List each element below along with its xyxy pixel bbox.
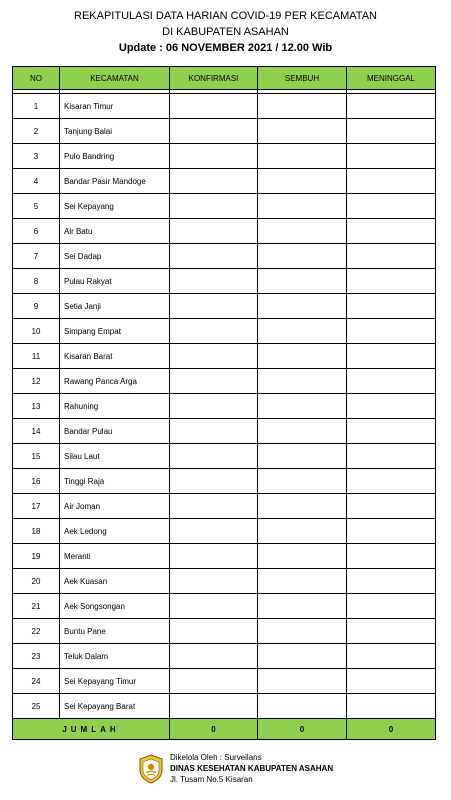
footer-managed-by: Dikelola Oleh : Surveilans: [170, 753, 262, 762]
row-konfirmasi: [170, 569, 258, 594]
row-sembuh: [258, 394, 347, 419]
row-meninggal: [347, 644, 436, 669]
row-meninggal: [347, 519, 436, 544]
row-kecamatan: Rahuning: [60, 394, 170, 419]
row-kecamatan: Rawang Panca Arga: [60, 369, 170, 394]
row-number: 24: [13, 669, 60, 694]
row-konfirmasi: [170, 294, 258, 319]
column-header-no: NO: [13, 67, 60, 90]
row-sembuh: [258, 244, 347, 269]
row-sembuh: [258, 644, 347, 669]
row-sembuh: [258, 419, 347, 444]
row-sembuh: [258, 119, 347, 144]
row-konfirmasi: [170, 194, 258, 219]
row-konfirmasi: [170, 419, 258, 444]
row-meninggal: [347, 694, 436, 719]
table-row: [13, 269, 436, 294]
asahan-regency-emblem-icon: [138, 754, 164, 784]
table-row: [13, 619, 436, 644]
row-meninggal: [347, 669, 436, 694]
row-konfirmasi: [170, 469, 258, 494]
row-meninggal: [347, 144, 436, 169]
row-sembuh: [258, 544, 347, 569]
table-row: [13, 94, 436, 119]
row-sembuh: [258, 169, 347, 194]
row-konfirmasi: [170, 344, 258, 369]
row-number: 14: [13, 419, 60, 444]
row-number: 18: [13, 519, 60, 544]
row-kecamatan: Pulo Bandring: [60, 144, 170, 169]
table-row: [13, 594, 436, 619]
row-meninggal: [347, 444, 436, 469]
report-title: REKAPITULASI DATA HARIAN COVID-19 PER KECAMATAN: [74, 10, 377, 22]
row-konfirmasi: [170, 669, 258, 694]
covid-recap-table: [12, 66, 436, 740]
row-kecamatan: Setia Janji: [60, 294, 170, 319]
row-kecamatan: Pulau Rakyat: [60, 269, 170, 294]
row-sembuh: [258, 369, 347, 394]
table-row: [13, 169, 436, 194]
table-row: [13, 644, 436, 669]
row-number: 12: [13, 369, 60, 394]
row-number: 23: [13, 644, 60, 669]
total-meninggal: 0: [347, 719, 436, 740]
footer-agency: DINAS KESEHATAN KABUPATEN ASAHAN: [170, 764, 334, 773]
row-kecamatan: Sei Kepayang: [60, 194, 170, 219]
row-konfirmasi: [170, 144, 258, 169]
row-kecamatan: Sei Dadap: [60, 244, 170, 269]
row-sembuh: [258, 194, 347, 219]
row-kecamatan: Aek Songsongan: [60, 594, 170, 619]
table-header-row: [13, 67, 436, 90]
row-konfirmasi: [170, 594, 258, 619]
row-meninggal: [347, 419, 436, 444]
row-konfirmasi: [170, 119, 258, 144]
row-sembuh: [258, 694, 347, 719]
table-row: [13, 219, 436, 244]
row-sembuh: [258, 619, 347, 644]
row-number: 16: [13, 469, 60, 494]
row-kecamatan: Sei Kepayang Barat: [60, 694, 170, 719]
row-sembuh: [258, 469, 347, 494]
row-meninggal: [347, 219, 436, 244]
row-sembuh: [258, 444, 347, 469]
row-sembuh: [258, 294, 347, 319]
row-konfirmasi: [170, 619, 258, 644]
row-number: 11: [13, 344, 60, 369]
row-sembuh: [258, 319, 347, 344]
table-row: [13, 419, 436, 444]
row-meninggal: [347, 344, 436, 369]
row-sembuh: [258, 519, 347, 544]
row-meninggal: [347, 619, 436, 644]
row-kecamatan: Meranti: [60, 544, 170, 569]
row-konfirmasi: [170, 94, 258, 119]
row-konfirmasi: [170, 269, 258, 294]
row-meninggal: [347, 294, 436, 319]
row-kecamatan: Teluk Dalam: [60, 644, 170, 669]
row-sembuh: [258, 594, 347, 619]
table-row: [13, 194, 436, 219]
row-kecamatan: Bandar Pulau: [60, 419, 170, 444]
row-konfirmasi: [170, 544, 258, 569]
row-number: 7: [13, 244, 60, 269]
row-konfirmasi: [170, 444, 258, 469]
report-update-date: Update : 06 NOVEMBER 2021 / 12.00 Wib: [118, 42, 333, 54]
report-header: [0, 8, 451, 56]
row-kecamatan: Aek Kuasan: [60, 569, 170, 594]
row-number: 8: [13, 269, 60, 294]
row-meninggal: [347, 494, 436, 519]
column-header-kecamatan: KECAMATAN: [60, 67, 170, 90]
row-konfirmasi: [170, 219, 258, 244]
row-konfirmasi: [170, 494, 258, 519]
row-number: 2: [13, 119, 60, 144]
table-row: [13, 294, 436, 319]
footer-text: [170, 752, 333, 785]
row-kecamatan: Simpang Empat: [60, 319, 170, 344]
row-number: 17: [13, 494, 60, 519]
row-kecamatan: Kisaran Barat: [60, 344, 170, 369]
row-meninggal: [347, 269, 436, 294]
row-sembuh: [258, 269, 347, 294]
row-konfirmasi: [170, 644, 258, 669]
table-row: [13, 319, 436, 344]
row-number: 13: [13, 394, 60, 419]
table-row: [13, 694, 436, 719]
table-row: [13, 244, 436, 269]
row-konfirmasi: [170, 369, 258, 394]
table-row: [13, 544, 436, 569]
row-meninggal: [347, 194, 436, 219]
row-number: 20: [13, 569, 60, 594]
column-header-sembuh: SEMBUH: [258, 67, 347, 90]
row-konfirmasi: [170, 169, 258, 194]
row-meninggal: [347, 244, 436, 269]
row-number: 5: [13, 194, 60, 219]
row-number: 21: [13, 594, 60, 619]
total-label: JUMLAH: [13, 719, 170, 740]
row-meninggal: [347, 169, 436, 194]
row-sembuh: [258, 219, 347, 244]
row-meninggal: [347, 94, 436, 119]
total-row: [13, 719, 436, 740]
table-row: [13, 119, 436, 144]
table-row: [13, 394, 436, 419]
table-row: [13, 519, 436, 544]
row-meninggal: [347, 369, 436, 394]
row-number: 19: [13, 544, 60, 569]
row-sembuh: [258, 669, 347, 694]
row-kecamatan: Air Batu: [60, 219, 170, 244]
row-sembuh: [258, 344, 347, 369]
table-row: [13, 444, 436, 469]
table-row: [13, 144, 436, 169]
total-konfirmasi: 0: [170, 719, 258, 740]
row-meninggal: [347, 544, 436, 569]
report-region: DI KABUPATEN ASAHAN: [162, 26, 289, 38]
table-row: [13, 569, 436, 594]
row-number: 10: [13, 319, 60, 344]
row-konfirmasi: [170, 394, 258, 419]
table-row: [13, 469, 436, 494]
row-sembuh: [258, 94, 347, 119]
column-header-meninggal: MENINGGAL: [347, 67, 436, 90]
row-kecamatan: Sei Kepayang Timur: [60, 669, 170, 694]
row-kecamatan: Kisaran Timur: [60, 94, 170, 119]
row-number: 3: [13, 144, 60, 169]
table-row: [13, 494, 436, 519]
column-header-konfirmasi: KONFIRMASI: [170, 67, 258, 90]
row-kecamatan: Buntu Pane: [60, 619, 170, 644]
row-meninggal: [347, 319, 436, 344]
table-row: [13, 669, 436, 694]
row-number: 25: [13, 694, 60, 719]
row-meninggal: [347, 119, 436, 144]
row-kecamatan: Silau Laut: [60, 444, 170, 469]
row-kecamatan: Tinggi Raja: [60, 469, 170, 494]
table-row: [13, 344, 436, 369]
row-meninggal: [347, 569, 436, 594]
row-number: 4: [13, 169, 60, 194]
total-sembuh: 0: [258, 719, 347, 740]
row-kecamatan: Bandar Pasir Mandoge: [60, 169, 170, 194]
row-number: 15: [13, 444, 60, 469]
row-number: 22: [13, 619, 60, 644]
row-sembuh: [258, 144, 347, 169]
row-number: 6: [13, 219, 60, 244]
footer: [138, 752, 333, 785]
row-meninggal: [347, 594, 436, 619]
row-number: 9: [13, 294, 60, 319]
table-row: [13, 369, 436, 394]
row-meninggal: [347, 394, 436, 419]
footer-address: Jl. Tusam No.5 Kisaran: [170, 775, 253, 784]
row-kecamatan: Aek Ledong: [60, 519, 170, 544]
row-konfirmasi: [170, 319, 258, 344]
row-number: 1: [13, 94, 60, 119]
row-konfirmasi: [170, 244, 258, 269]
row-konfirmasi: [170, 519, 258, 544]
row-sembuh: [258, 569, 347, 594]
row-sembuh: [258, 494, 347, 519]
row-kecamatan: Air Joman: [60, 494, 170, 519]
row-meninggal: [347, 469, 436, 494]
row-konfirmasi: [170, 694, 258, 719]
row-kecamatan: Tanjung Balai: [60, 119, 170, 144]
